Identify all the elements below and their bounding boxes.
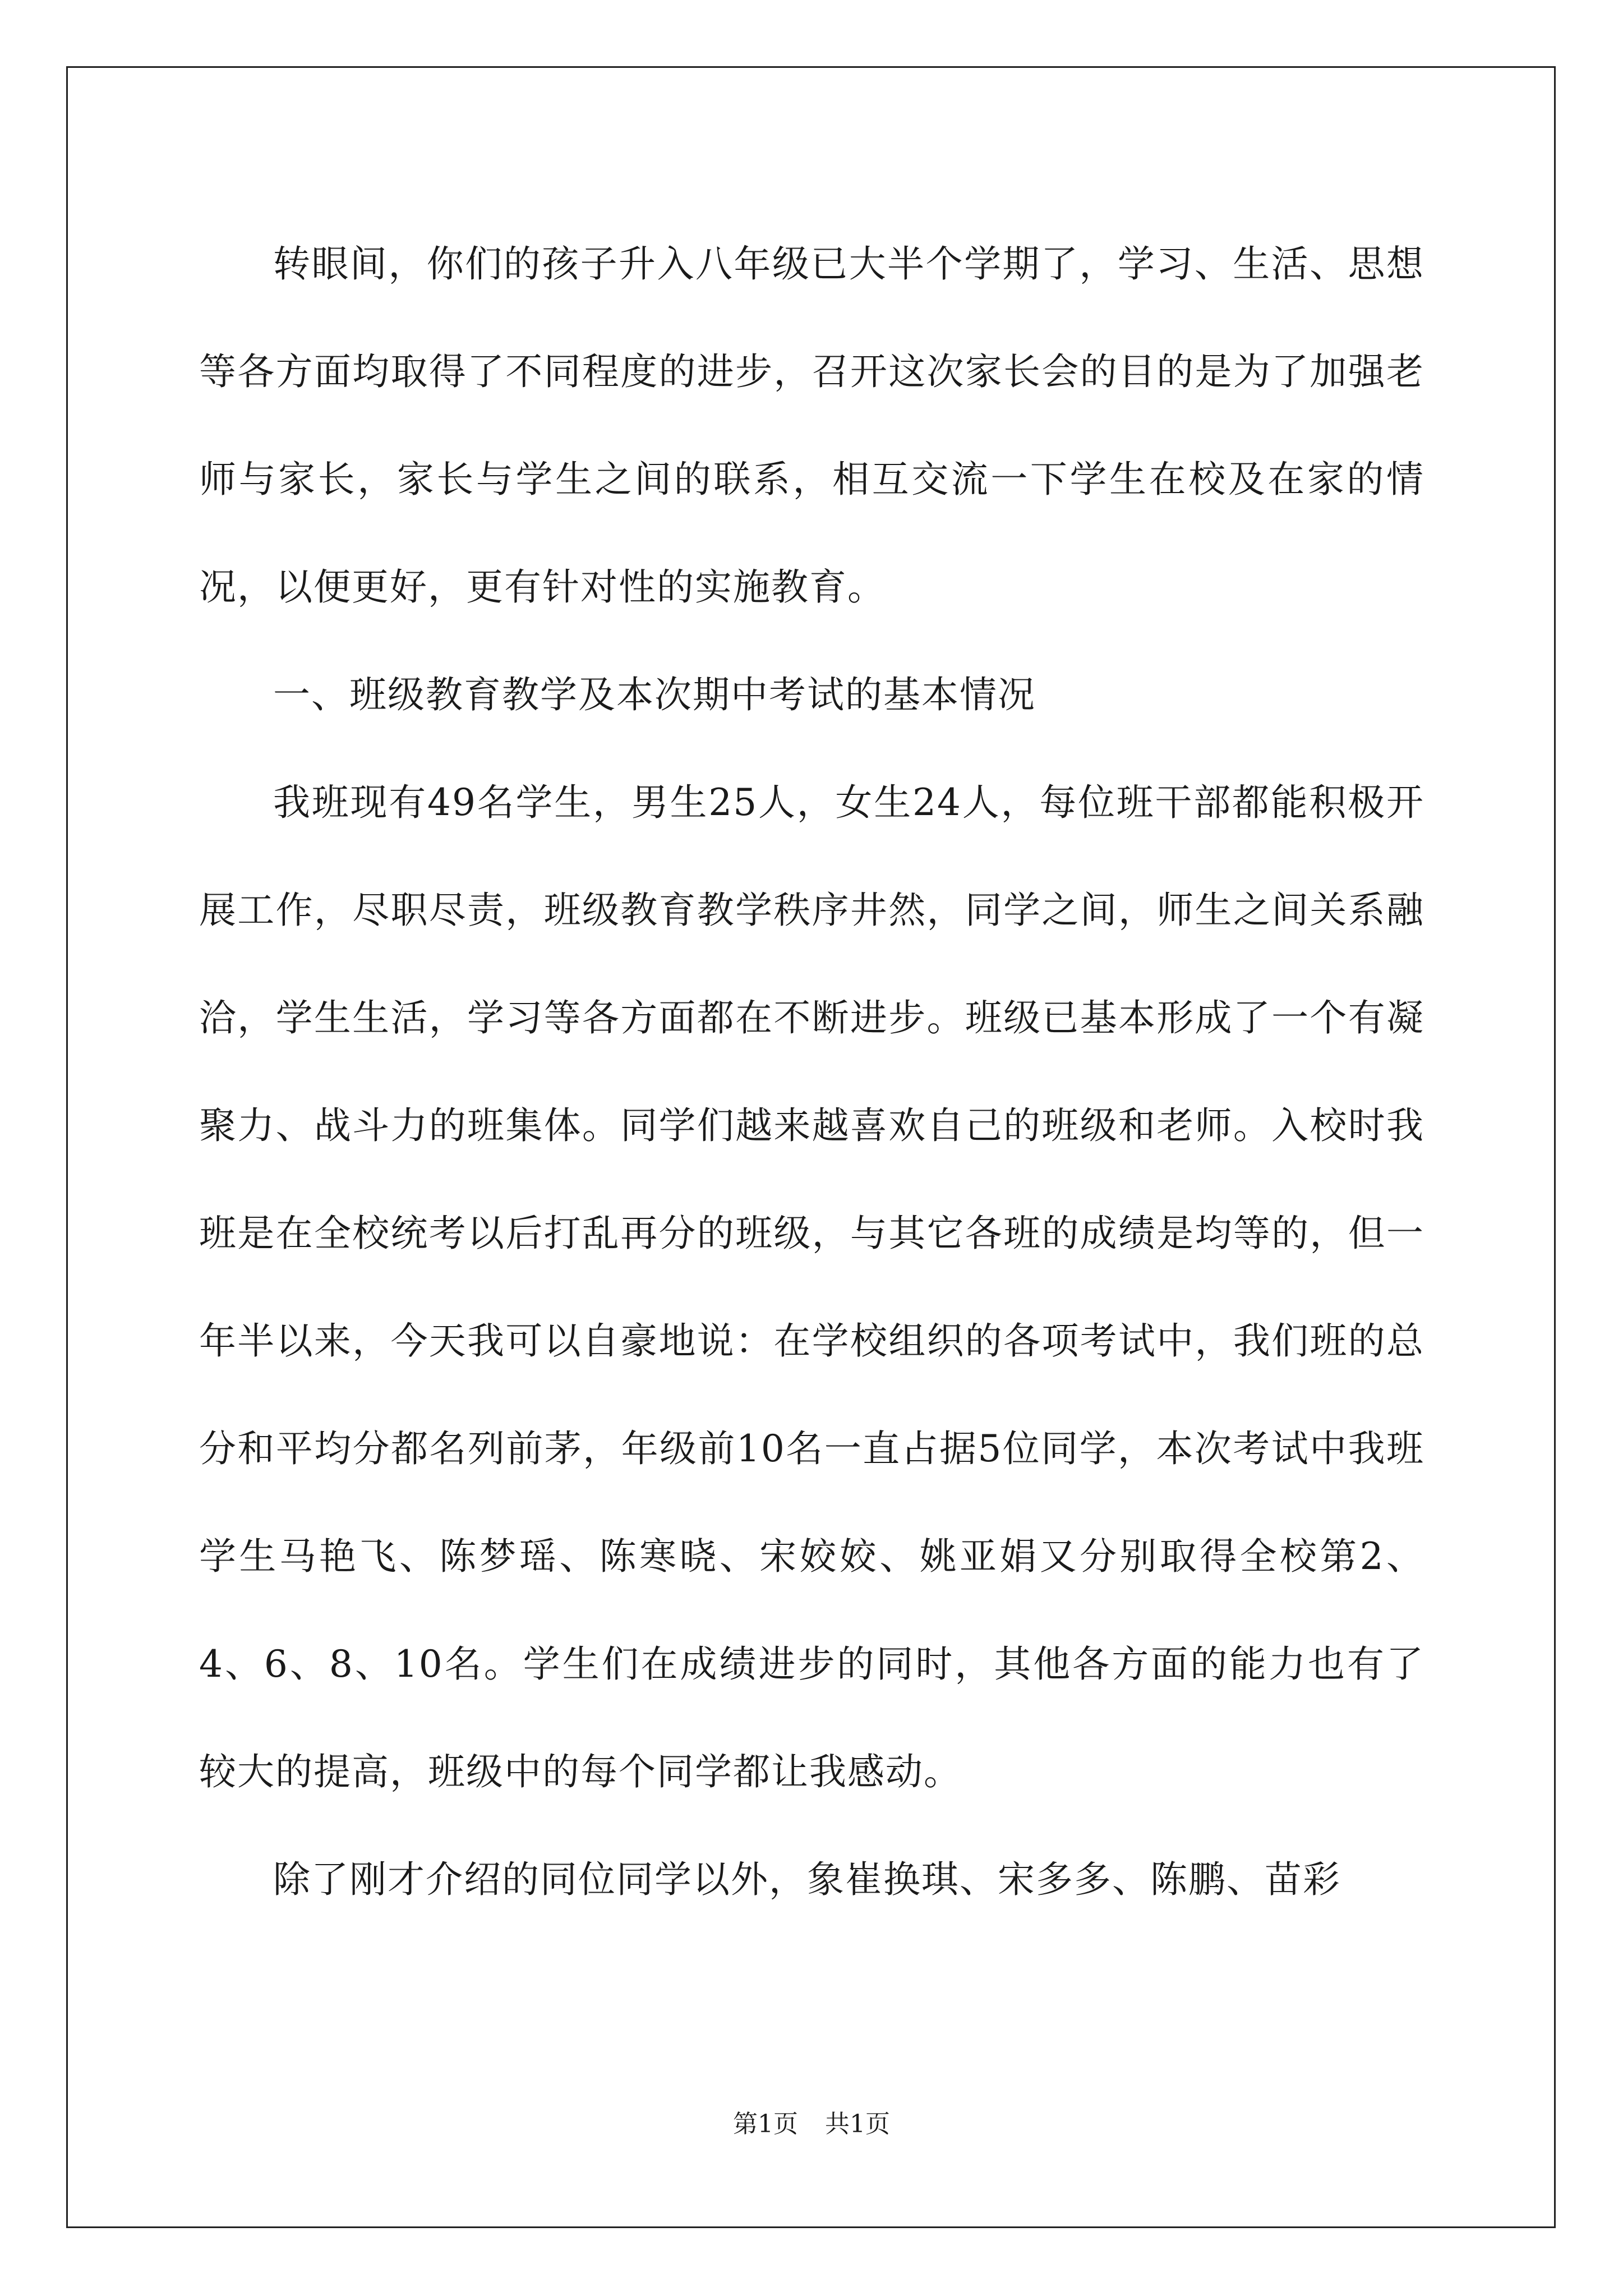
paragraph-class-situation: 我班现有49名学生，男生25人，女生24人，每位班干部都能积极开展工作，尽职尽责，班级教育教学秩序井然，同学之间，师生之间关系融洽，学生生活，学习等各方面都在不断进步。班级已基本形成了一个有凝聚力、战斗力的班集体。同学们越来越喜欢自己的班级和老师。入校时我班是在全校统考以后打乱再分的班级，与其它各班的成绩是均等的，但一年半以来，今天我可以自豪地说：在学校组织的各项考试中，我们班的总分和平均分都名列前茅，年级前10名一直占据5位同学，本次考试中我班学生马艳飞、陈梦瑶、陈寒晓、宋姣姣、姚亚娟又分别取得全校第2、4、6、8、10名。学生们在成绩进步的同时，其他各方面的能力也有了较大的提高，班级中的每个同学都让我感动。	[199, 781, 1424, 1793]
section-heading: 一、班级教育教学及本次期中考试的基本情况	[273, 673, 1036, 716]
page-footer	[0, 2104, 1623, 2139]
paragraph-students: 除了刚才介绍的同位同学以外，象崔换琪、宋多多、陈鹏、苗彩	[273, 1858, 1341, 1901]
document-body	[199, 210, 1424, 1934]
page-number-current: 第1页	[733, 2110, 798, 2138]
paragraph-intro: 转眼间，你们的孩子升入八年级已大半个学期了，学习、生活、思想等各方面均取得了不同程度的进步，召开这次家长会的目的是为了加强老师与家长，家长与学生之间的联系，相互交流一下学生在校及在家的情况，以便更好，更有针对性的实施教育。	[199, 242, 1424, 609]
page-number-total: 共1页	[825, 2110, 890, 2138]
